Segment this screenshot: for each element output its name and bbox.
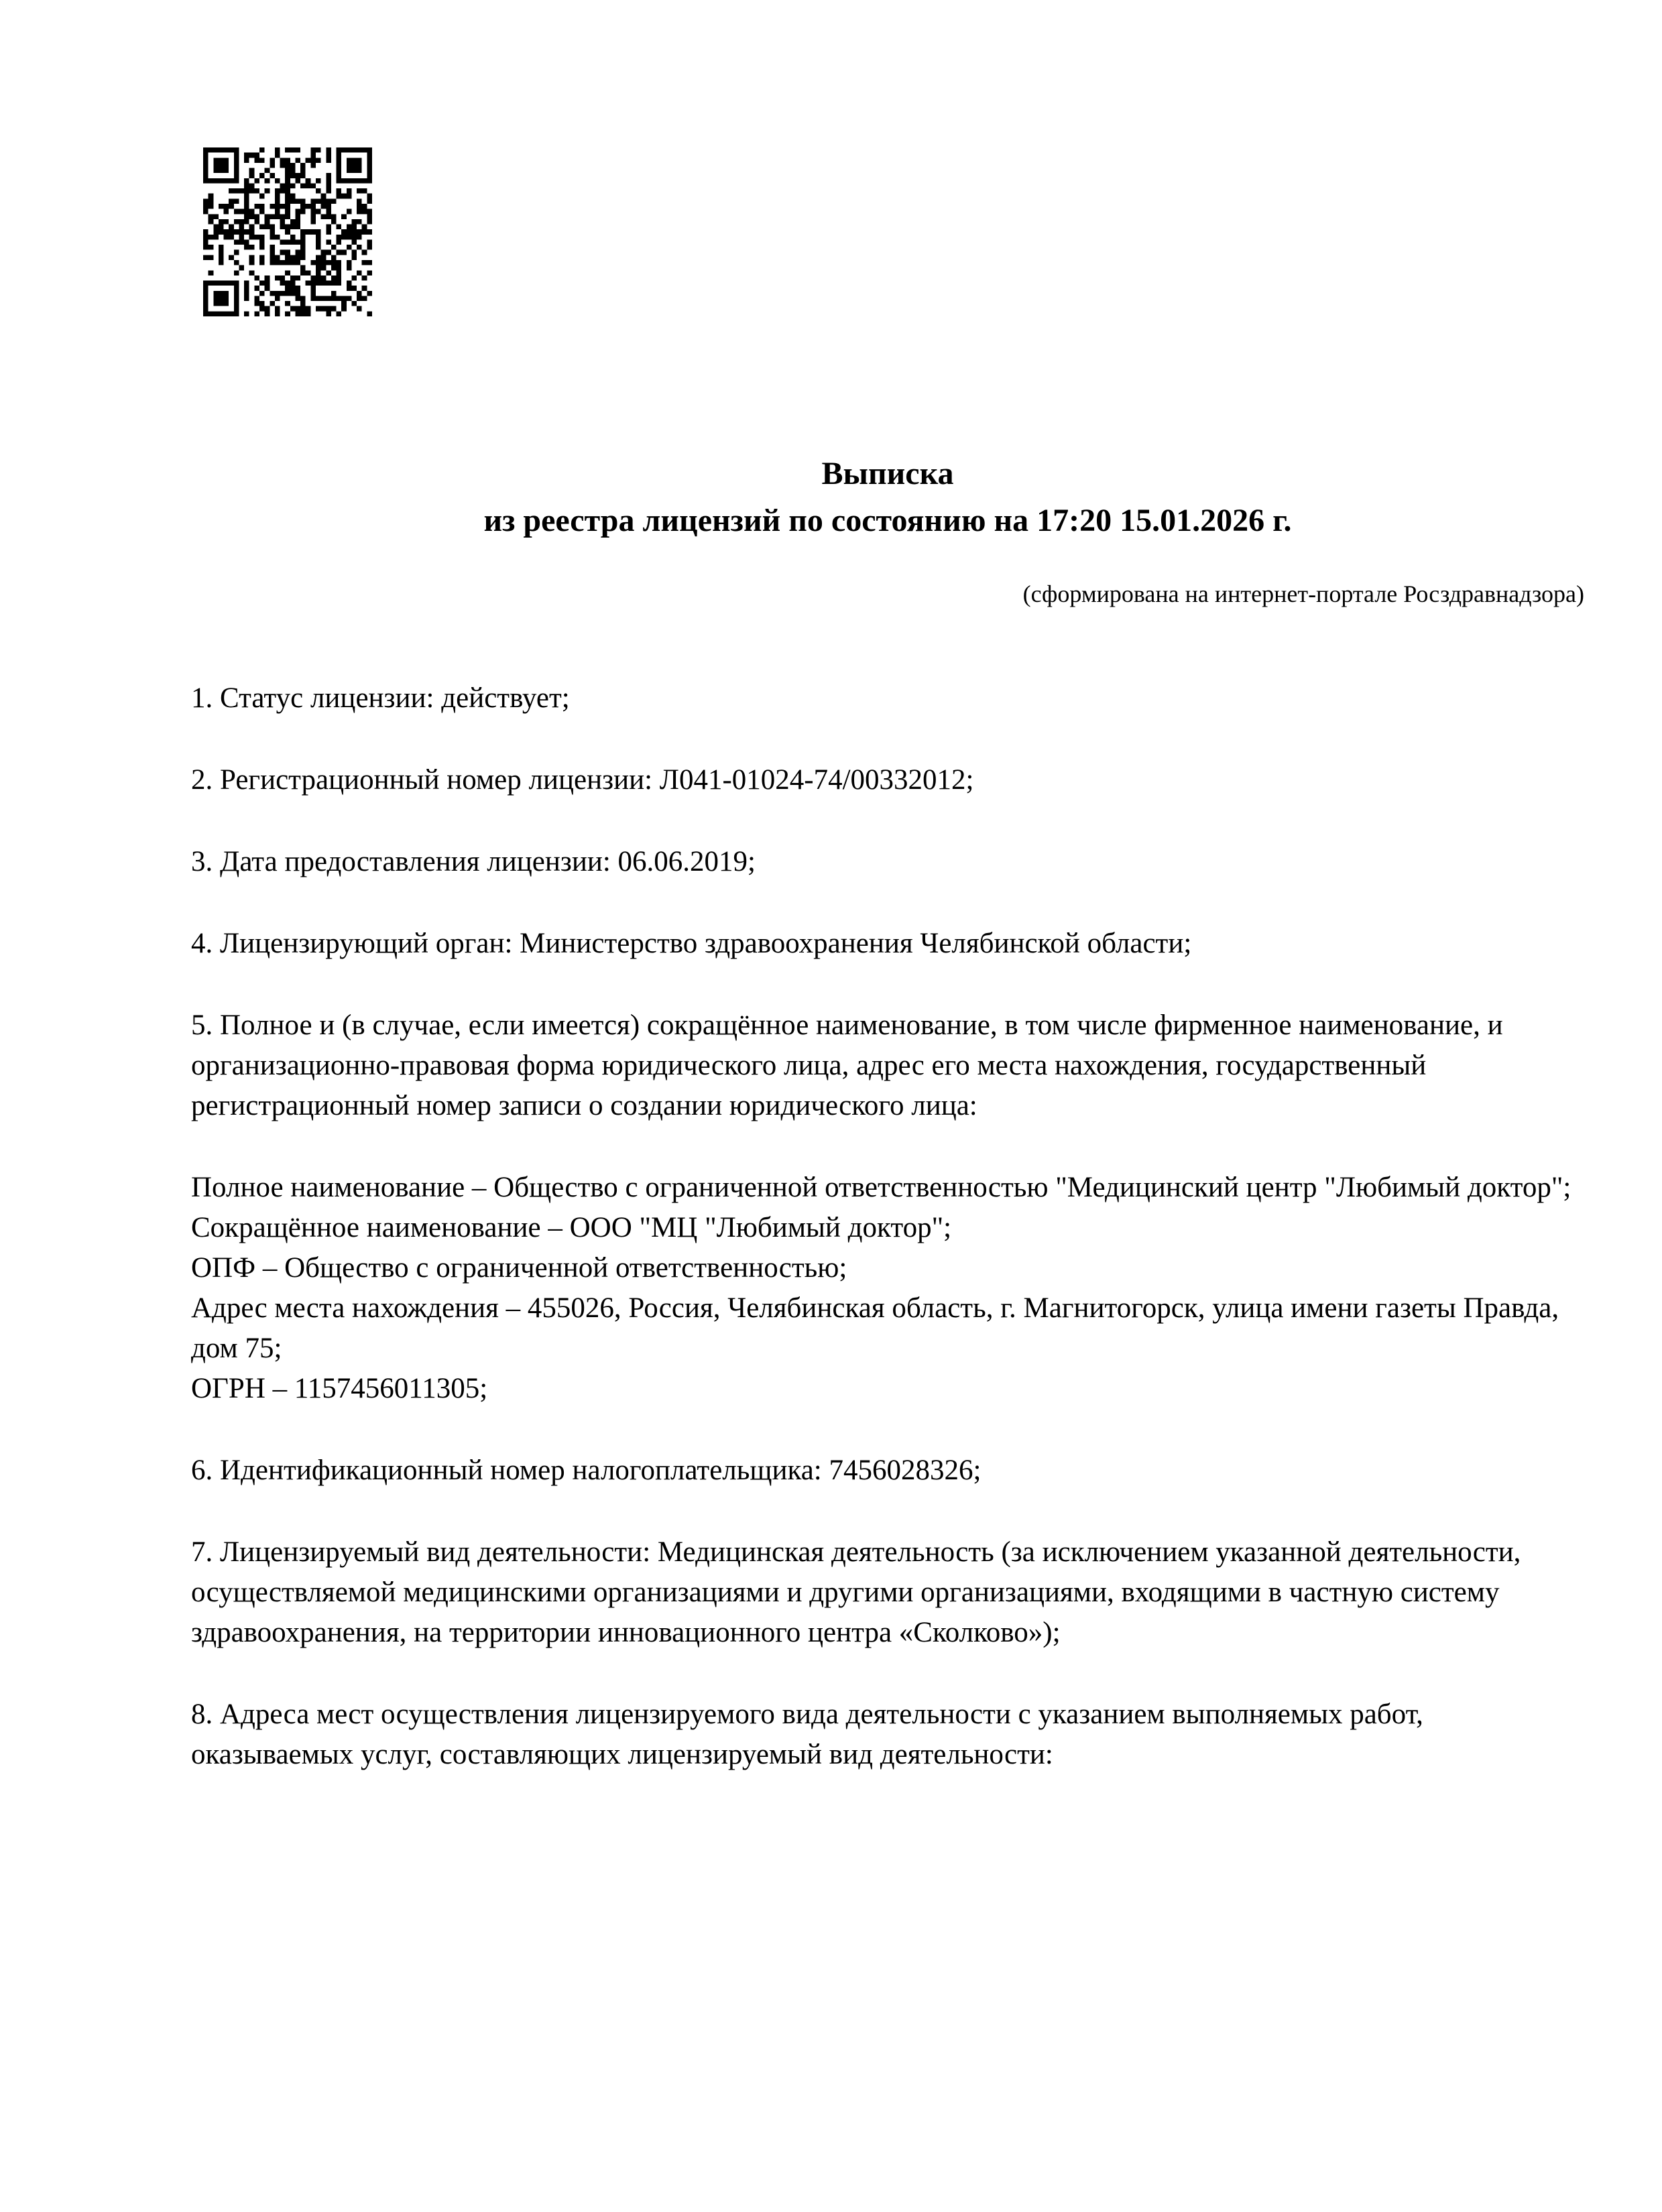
item-taxpayer-number: 6. Идентификационный номер налогоплательщика: 7456028326;: [191, 1455, 982, 1486]
entity-full-name: Полное наименование – Общество с ограниченной ответственностью "Медицинский центр "Любимый доктор";: [191, 1172, 1571, 1203]
item-licensed-activity: 7. Лицензируемый вид деятельности: Медицинская деятельность (за исключением указанной деятельности, осуществляемой медицинскими организациями и другими организациями, входящими в частную систему здравоохранения, на территории инновационного центра «Сколково»);: [191, 1536, 1521, 1648]
item-registration-number: 2. Регистрационный номер лицензии: Л041-01024-74/00332012;: [191, 764, 974, 796]
document-title: [191, 450, 1584, 544]
entity-short-name: Сокращённое наименование – ООО "МЦ "Любимый доктор";: [191, 1212, 952, 1243]
document-body: [191, 678, 1584, 1775]
item-activity-addresses-heading: 8. Адреса мест осуществления лицензируемого вида деятельности с указанием выполняемых работ, оказываемых услуг, составляющих лицензируемый вид деятельности:: [191, 1699, 1423, 1770]
item-license-status: 1. Статус лицензии: действует;: [191, 682, 570, 714]
item-licensing-authority: 4. Лицензирующий орган: Министерство здравоохранения Челябинской области;: [191, 928, 1192, 959]
entity-ogrn: ОГРН – 1157456011305;: [191, 1373, 488, 1404]
title-line-1: Выписка: [821, 456, 954, 491]
qr-code-image: [203, 147, 372, 316]
title-line-2: из реестра лицензий по состоянию на 17:20 15.01.2026 г.: [483, 503, 1292, 538]
document-subtitle: (сформирована на интернет-портале Росздравнадзора): [1022, 580, 1584, 607]
item-entity-names-heading: 5. Полное и (в случае, если имеется) сокращённое наименование, в том числе фирменное наименование, и организационно-правовая форма юридического лица, адрес его места нахождения, государственный регистрационный номер записи о создании юридического лица:: [191, 1009, 1503, 1121]
entity-legal-form: ОПФ – Общество с ограниченной ответственностью;: [191, 1252, 847, 1284]
entity-details-block: [191, 1168, 1584, 1409]
entity-address: Адрес места нахождения – 455026, Россия, Челябинская область, г. Магнитогорск, улица имени газеты Правда, дом 75;: [191, 1292, 1559, 1364]
item-license-grant-date: 3. Дата предоставления лицензии: 06.06.2019;: [191, 846, 756, 877]
